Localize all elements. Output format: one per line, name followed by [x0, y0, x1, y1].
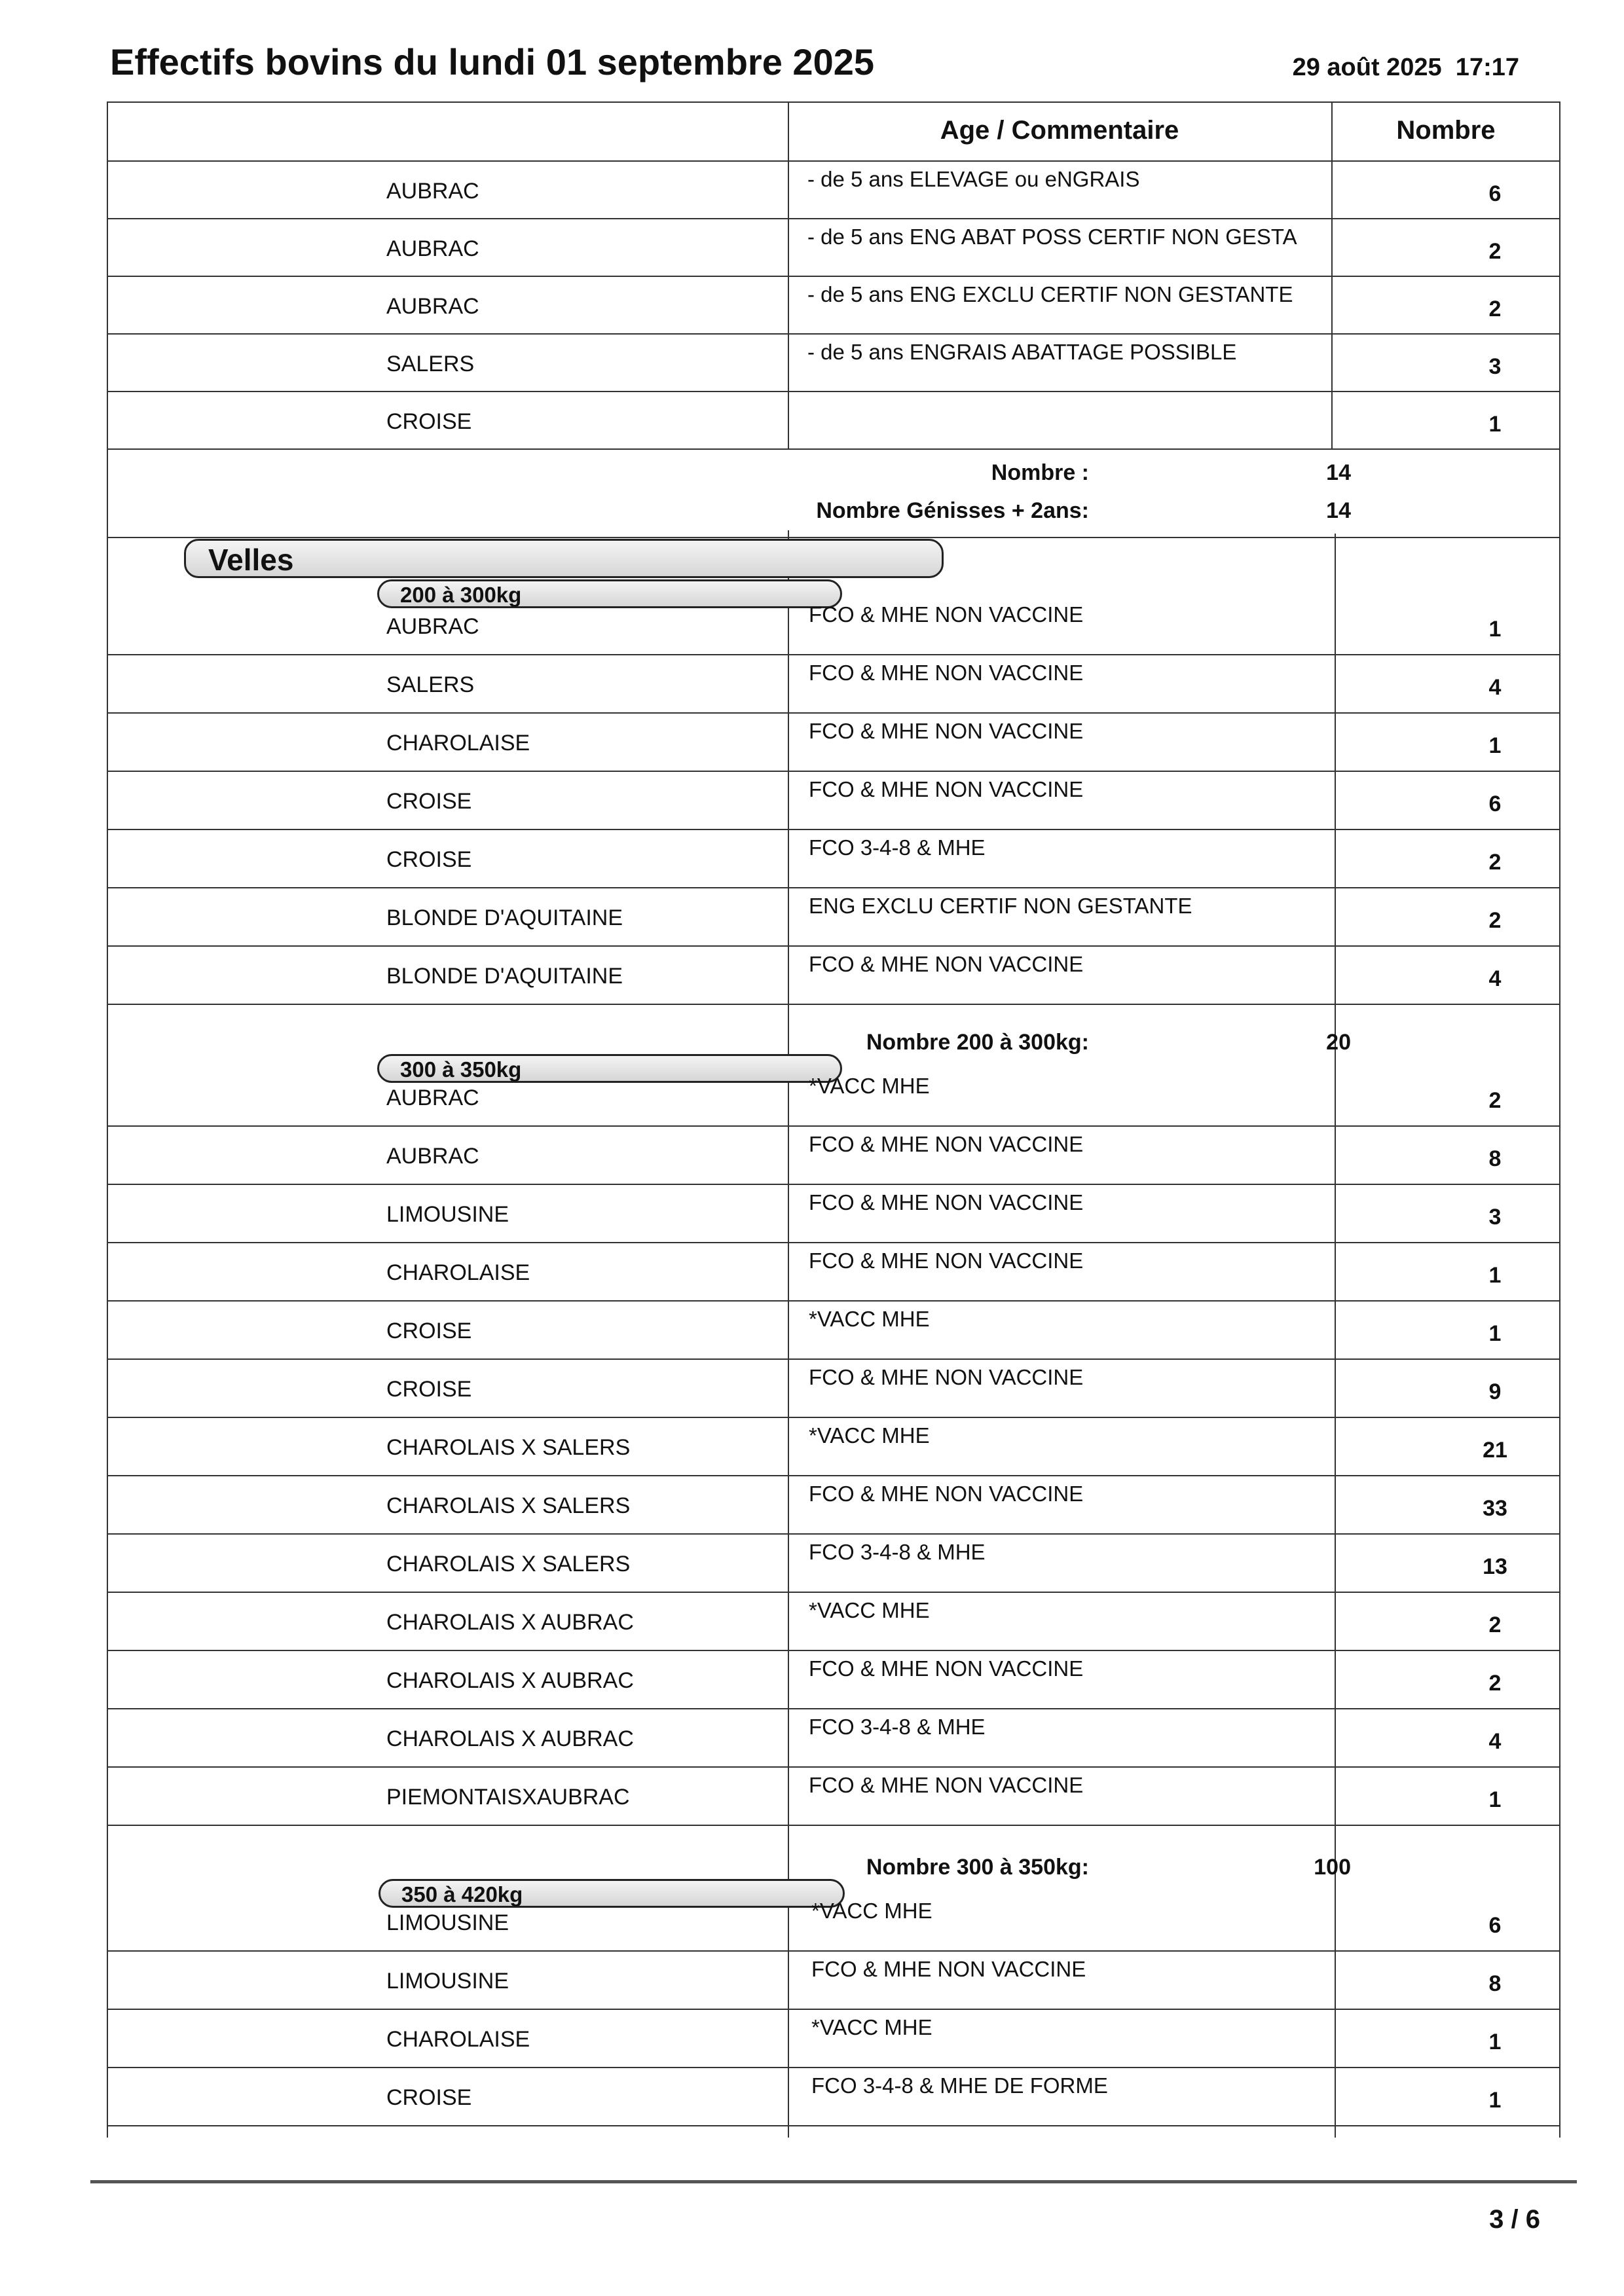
count-cell: 2 — [1488, 1671, 1502, 1696]
comment-cell: FCO 3-4-8 & MHE — [809, 1715, 986, 1739]
table-row — [107, 596, 1560, 653]
count-cell: 1 — [1488, 1263, 1502, 1288]
comment-cell: *VACC MHE — [811, 2015, 932, 2039]
comment-cell: FCO 3-4-8 & MHE — [809, 1540, 986, 1564]
breed-cell: CHAROLAIS X AUBRAC — [386, 1726, 634, 1751]
breed-cell: PIEMONTAISXAUBRAC — [386, 1785, 630, 1810]
table-row — [107, 2009, 1560, 2066]
breed-cell: AUBRAC — [386, 1144, 479, 1169]
breed-cell: BLONDE D'AQUITAINE — [386, 964, 623, 989]
column-header-comment: Age / Commentaire — [940, 116, 1179, 145]
count-cell: 33 — [1483, 1496, 1507, 1521]
breed-cell: CHAROLAIS X AUBRAC — [386, 1610, 634, 1635]
comment-cell: ENG EXCLU CERTIF NON GESTANTE — [809, 894, 1192, 918]
count-cell: 9 — [1488, 1379, 1502, 1404]
comment-cell: FCO & MHE NON VACCINE — [811, 1957, 1086, 1981]
comment-cell: FCO & MHE NON VACCINE — [809, 1190, 1084, 1214]
column-header-count: Nombre — [1396, 116, 1496, 145]
table-row — [107, 654, 1560, 712]
table-row — [107, 1417, 1560, 1474]
print-date: 29 août 2025 17:17 — [1292, 54, 1519, 81]
weight-class-350-420: 350 à 420kg — [378, 1879, 845, 1908]
comment-cell: FCO 3-4-8 & MHE DE FORME — [811, 2073, 1108, 2098]
breed-cell: LIMOUSINE — [386, 1202, 509, 1227]
group-total — [107, 448, 1560, 537]
total-label: Nombre : — [991, 460, 1089, 485]
count-cell: 4 — [1488, 675, 1502, 700]
table-row — [107, 1950, 1560, 2008]
breed-cell: AUBRAC — [386, 179, 479, 204]
table-row — [107, 1125, 1560, 1183]
breed-cell: AUBRAC — [386, 294, 479, 319]
table-row — [107, 887, 1560, 945]
total-label: Nombre 200 à 300kg: — [866, 1030, 1089, 1055]
total-value: 14 — [1326, 498, 1351, 523]
comment-cell: - de 5 ans ENG ABAT POSS CERTIF NON GESTA — [807, 225, 1297, 249]
section-label-velles: Velles — [184, 539, 944, 578]
comment-cell: FCO & MHE NON VACCINE — [809, 777, 1084, 801]
count-cell: 8 — [1488, 1971, 1502, 1996]
count-cell: 8 — [1488, 1146, 1502, 1171]
comment-cell: FCO & MHE NON VACCINE — [809, 1773, 1084, 1797]
comment-cell: FCO & MHE NON VACCINE — [809, 602, 1084, 627]
page-number: 3 / 6 — [1489, 2205, 1540, 2234]
table-row — [107, 1892, 1560, 1950]
count-cell: 1 — [1488, 1787, 1502, 1812]
breed-cell: CROISE — [386, 789, 472, 814]
count-cell: 2 — [1488, 850, 1502, 875]
table-row — [107, 276, 1560, 333]
breed-cell: SALERS — [386, 352, 475, 376]
comment-cell: FCO & MHE NON VACCINE — [809, 952, 1084, 976]
total-value: 14 — [1326, 460, 1351, 485]
table-row — [107, 1358, 1560, 1416]
table-row — [107, 829, 1560, 886]
table-row — [107, 1242, 1560, 1300]
count-cell: 4 — [1488, 966, 1502, 991]
table-row — [107, 771, 1560, 828]
breed-cell: AUBRAC — [386, 236, 479, 261]
table-row — [107, 218, 1560, 276]
breed-cell: CHAROLAIS X SALERS — [386, 1552, 631, 1576]
table-top-rule — [107, 101, 1560, 103]
comment-cell: *VACC MHE — [811, 1899, 932, 1923]
count-cell: 2 — [1488, 297, 1502, 321]
breed-cell: SALERS — [386, 672, 475, 697]
comment-cell: FCO & MHE NON VACCINE — [809, 661, 1084, 685]
table-row — [107, 391, 1560, 448]
count-cell: 1 — [1488, 733, 1502, 758]
breed-cell: AUBRAC — [386, 614, 479, 639]
comment-cell: FCO & MHE NON VACCINE — [809, 719, 1084, 743]
count-cell: 13 — [1483, 1554, 1507, 1579]
breed-cell: CROISE — [386, 2085, 472, 2110]
table-row — [107, 945, 1560, 1003]
breed-cell: CROISE — [386, 1377, 472, 1402]
table-row — [107, 1067, 1560, 1125]
breed-cell: AUBRAC — [386, 1085, 479, 1110]
table-row — [107, 712, 1560, 770]
count-cell: 21 — [1483, 1438, 1507, 1463]
table-row — [107, 1708, 1560, 1766]
page-title: Effectifs bovins du lundi 01 septembre 2025 — [110, 41, 875, 82]
breed-cell: CHAROLAISE — [386, 1260, 530, 1285]
total-label: Nombre 300 à 350kg: — [866, 1855, 1089, 1880]
comment-cell: *VACC MHE — [809, 1074, 930, 1098]
count-cell: 1 — [1488, 617, 1502, 642]
table-row — [107, 160, 1560, 218]
breed-cell: BLONDE D'AQUITAINE — [386, 905, 623, 930]
comment-cell: FCO 3-4-8 & MHE — [809, 835, 986, 860]
count-cell: 1 — [1488, 412, 1502, 437]
breed-cell: CHAROLAIS X AUBRAC — [386, 1668, 634, 1693]
breed-cell: CROISE — [386, 409, 472, 434]
footer-rule — [90, 2180, 1577, 2183]
table-row — [107, 333, 1560, 391]
weight-class-200-300: 200 à 300kg — [377, 579, 842, 608]
comment-cell: FCO & MHE NON VACCINE — [809, 1482, 1084, 1506]
count-cell: 3 — [1488, 354, 1502, 379]
count-cell: 6 — [1488, 1913, 1502, 1938]
comment-cell: FCO & MHE NON VACCINE — [809, 1656, 1084, 1681]
total-value: 20 — [1326, 1030, 1351, 1055]
table-row — [107, 1650, 1560, 1707]
comment-cell: - de 5 ans ENG EXCLU CERTIF NON GESTANTE — [807, 282, 1293, 306]
breed-cell: CHAROLAISE — [386, 731, 530, 756]
count-cell: 2 — [1488, 239, 1502, 264]
comment-cell: - de 5 ans ENGRAIS ABATTAGE POSSIBLE — [807, 340, 1237, 364]
comment-cell: *VACC MHE — [809, 1423, 930, 1448]
comment-cell: *VACC MHE — [809, 1598, 930, 1622]
breed-cell: LIMOUSINE — [386, 1969, 509, 1994]
table-row — [107, 1184, 1560, 1241]
comment-cell: FCO & MHE NON VACCINE — [809, 1248, 1084, 1273]
comment-cell: FCO & MHE NON VACCINE — [809, 1132, 1084, 1156]
breed-cell: CROISE — [386, 1319, 472, 1343]
breed-cell: CHAROLAIS X SALERS — [386, 1493, 631, 1518]
comment-cell: - de 5 ans ELEVAGE ou eNGRAIS — [807, 167, 1140, 191]
count-cell: 2 — [1488, 1613, 1502, 1637]
table-row — [107, 1475, 1560, 1533]
count-cell: 2 — [1488, 1088, 1502, 1113]
count-cell: 3 — [1488, 1205, 1502, 1230]
count-cell: 6 — [1488, 181, 1502, 206]
comment-cell: *VACC MHE — [809, 1307, 930, 1331]
count-cell: 1 — [1488, 2088, 1502, 2113]
count-cell: 1 — [1488, 2030, 1502, 2054]
breed-cell: LIMOUSINE — [386, 1910, 509, 1935]
breed-cell: CHAROLAISE — [386, 2027, 530, 2052]
total-value: 100 — [1314, 1855, 1351, 1880]
table-row — [107, 1300, 1560, 1358]
count-cell: 2 — [1488, 908, 1502, 933]
weight-class-300-350: 300 à 350kg — [377, 1054, 842, 1083]
comment-cell: FCO & MHE NON VACCINE — [809, 1365, 1084, 1389]
count-cell: 4 — [1488, 1729, 1502, 1754]
table-row — [107, 2067, 1560, 2124]
total-label: Nombre Génisses + 2ans: — [816, 498, 1089, 523]
table-row — [107, 1592, 1560, 1649]
breed-cell: CROISE — [386, 847, 472, 872]
table-row — [107, 1533, 1560, 1591]
count-cell: 6 — [1488, 792, 1502, 816]
breed-cell: CHAROLAIS X SALERS — [386, 1435, 631, 1460]
count-cell: 1 — [1488, 1321, 1502, 1346]
table-row — [107, 1766, 1560, 1824]
